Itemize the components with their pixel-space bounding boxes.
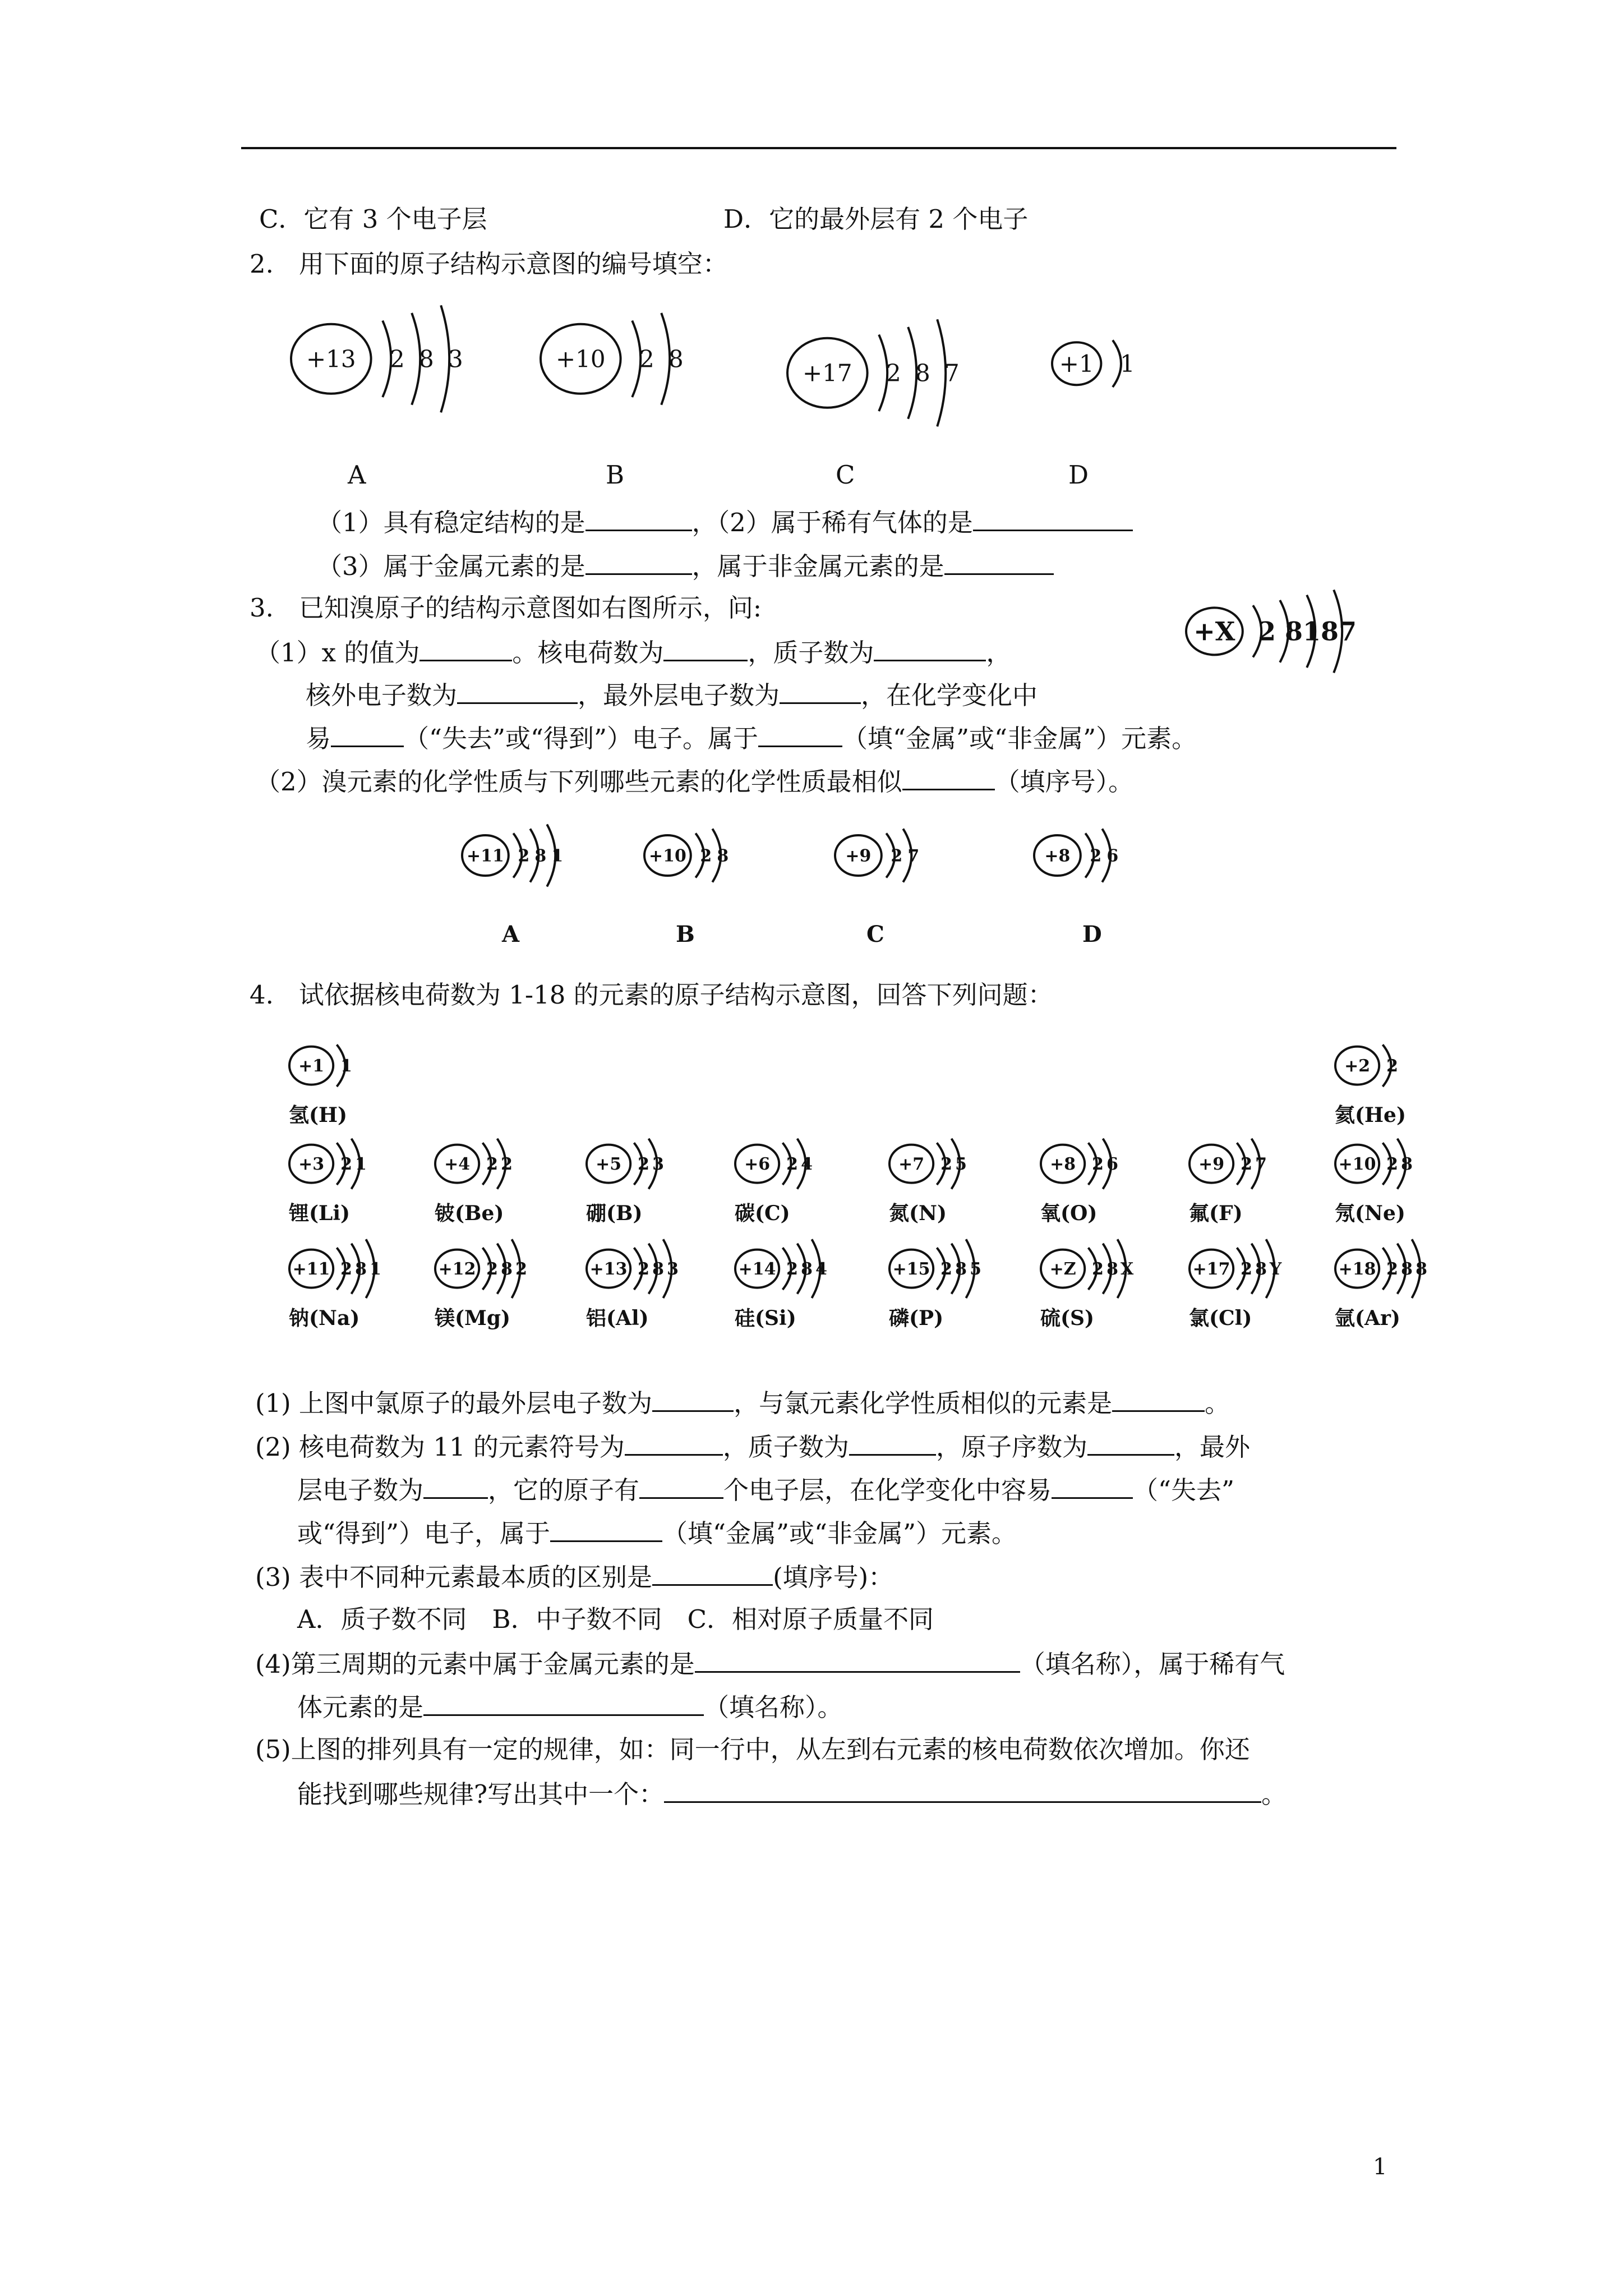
shell-electron-count: 2 <box>890 846 902 866</box>
nucleus-charge: +13 <box>589 1259 628 1280</box>
answer-blank[interactable] <box>663 635 748 661</box>
shell-electron-count: 2 <box>1092 1154 1104 1175</box>
atom-diagram <box>535 282 725 436</box>
q2-line2: （3）属于金属元素的是 ，属于非金属元素的是 <box>317 549 1054 583</box>
shell-electron-count: 2 <box>1241 1259 1252 1280</box>
shell-electron-count: 2 <box>389 345 405 373</box>
nucleus-charge: +10 <box>648 846 686 866</box>
answer-blank[interactable] <box>652 1559 773 1586</box>
atom-diagram <box>782 296 1001 450</box>
shell-electron-count: 8 <box>534 846 546 866</box>
element-name: 氮(N) <box>889 1202 947 1225</box>
nucleus-charge: +12 <box>438 1259 476 1280</box>
diagram-label: D <box>1068 460 1089 490</box>
q4-line4: 或“得到”）电子，属于 （填“金属”或“非金属”）元素。 <box>297 1516 1017 1550</box>
element-name: 氟(F) <box>1189 1202 1243 1225</box>
q4-line3: 层电子数为 ，它的原子有 个电子层，在化学变化中容易 （“失去” <box>297 1473 1234 1507</box>
element-name: 硅(Si) <box>735 1306 796 1330</box>
element-name: 硫(S) <box>1040 1306 1095 1330</box>
answer-blank[interactable] <box>1112 1386 1205 1412</box>
shell-electron-count: 2 <box>501 1154 513 1175</box>
shell-electron-count: 1 <box>551 846 563 866</box>
nucleus-charge: +7 <box>898 1154 924 1175</box>
shell-electron-count: 7 <box>907 846 919 866</box>
shell-electron-count: 1 <box>340 1056 352 1076</box>
option-d: D．它的最外层有 2 个电子 <box>723 204 1029 234</box>
diagram-label: A <box>348 460 366 490</box>
answer-blank[interactable] <box>902 764 995 790</box>
shell-electron-count: 2 <box>486 1259 498 1280</box>
shell-electron-count: 8 <box>1415 1259 1427 1280</box>
answer-blank[interactable] <box>1087 1429 1174 1456</box>
element-name: 碳(C) <box>735 1202 790 1225</box>
element-name: 氩(Ar) <box>1335 1306 1400 1330</box>
shell-electron-count: 2 <box>639 345 654 373</box>
shell-electron-count: 18 <box>1302 616 1339 647</box>
shell-electron-count: 8 <box>915 359 930 387</box>
atom-diagram <box>1029 804 1148 907</box>
q4-line1: (1) 上图中氯原子的最外层电子数为 ，与氯元素化学性质相似的元素是 。 <box>255 1386 1230 1420</box>
shell-electron-count: 2 <box>699 846 712 866</box>
q2-line1: （1）具有稳定结构的是 ，（2）属于稀有气体的是 <box>317 505 1133 539</box>
element-name: 氖(Ne) <box>1335 1202 1405 1225</box>
answer-blank[interactable] <box>849 1429 936 1456</box>
q4-line9: (5)上图的排列具有一定的规律，如：同一行中，从左到右元素的核电荷数依次增加。你还 <box>255 1734 1250 1764</box>
answer-blank[interactable] <box>695 1646 1020 1673</box>
nucleus-charge: +10 <box>555 345 606 373</box>
answer-blank[interactable] <box>639 1473 723 1499</box>
nucleus-charge: +11 <box>466 846 504 866</box>
shell-electron-count: 2 <box>638 1259 649 1280</box>
q4-line10: 能找到哪些规律?写出其中一个： 。 <box>297 1777 1287 1811</box>
shell-electron-count: 2 <box>786 1259 798 1280</box>
nucleus-charge: +6 <box>744 1154 770 1175</box>
answer-blank[interactable] <box>331 721 404 747</box>
shell-electron-count: X <box>1120 1259 1134 1280</box>
nucleus-charge: +8 <box>1049 1154 1076 1175</box>
header-rule <box>241 147 1396 149</box>
answer-blank[interactable] <box>973 505 1133 531</box>
shell-electron-count: 7 <box>1338 616 1357 647</box>
nucleus-charge: +5 <box>595 1154 621 1175</box>
shell-electron-count: 2 <box>1089 846 1101 866</box>
diagram-label: B <box>606 460 625 490</box>
shell-electron-count: 8 <box>652 1259 664 1280</box>
shell-electron-count: 2 <box>1386 1259 1398 1280</box>
shell-electron-count: 2 <box>940 1259 952 1280</box>
shell-electron-count: 1 <box>1120 349 1135 378</box>
shell-electron-count: 2 <box>340 1154 352 1175</box>
element-name: 锂(Li) <box>289 1202 351 1225</box>
answer-blank[interactable] <box>664 1777 1261 1803</box>
nucleus-charge: +1 <box>1059 349 1094 378</box>
answer-blank[interactable] <box>758 721 842 747</box>
shell-electron-count: 2 <box>517 846 529 866</box>
nucleus-charge: +17 <box>802 359 852 387</box>
answer-blank[interactable] <box>585 505 692 531</box>
shell-electron-count: 3 <box>667 1259 679 1280</box>
element-name: 氧(O) <box>1040 1202 1098 1225</box>
answer-blank[interactable] <box>585 549 692 575</box>
shell-electron-count: 2 <box>886 359 901 387</box>
shell-electron-count: 8 <box>1284 616 1303 647</box>
nucleus-charge: +15 <box>892 1259 930 1280</box>
diagram-label: D <box>1082 921 1102 947</box>
q4-line6: A．质子数不同 B．中子数不同 C．相对原子质量不同 <box>297 1604 934 1634</box>
element-name: 铍(Be) <box>435 1202 504 1225</box>
q2-title: 2. 用下面的原子结构示意图的编号填空： <box>250 249 728 279</box>
shell-electron-count: 3 <box>448 345 463 373</box>
shell-electron-count: 1 <box>355 1154 367 1175</box>
element-name: 氢(H) <box>289 1103 348 1127</box>
shell-electron-count: 5 <box>955 1154 967 1175</box>
q3-line3: 易 （“失去”或“得到”）电子。属于 （填“金属”或“非金属”）元素。 <box>306 721 1197 755</box>
q4-line5: (3) 表中不同种元素最本质的区别是 (填序号)： <box>255 1559 893 1594</box>
shell-electron-count: 5 <box>970 1259 981 1280</box>
nucleus-charge: +4 <box>444 1154 470 1175</box>
diagram-label: B <box>676 921 695 947</box>
q4-title: 4. 试依据核电荷数为 1-18 的元素的原子结构示意图，回答下列问题： <box>250 980 1053 1010</box>
nucleus-charge: +8 <box>1044 846 1070 866</box>
shell-electron-count: 7 <box>1255 1154 1267 1175</box>
q3-line2: 核外电子数为 ，最外层电子数为 ，在化学变化中 <box>306 678 1038 712</box>
shell-electron-count: 8 <box>418 345 434 373</box>
element-name: 硼(B) <box>586 1202 643 1225</box>
shell-electron-count: 8 <box>716 846 728 866</box>
answer-blank[interactable] <box>457 678 578 704</box>
nucleus-charge: +14 <box>738 1259 776 1280</box>
shell-electron-count: 8 <box>955 1259 967 1280</box>
shell-electron-count: 2 <box>638 1154 649 1175</box>
atom-diagram <box>285 282 505 436</box>
shell-electron-count: 4 <box>815 1259 827 1280</box>
shell-electron-count: 2 <box>340 1259 352 1280</box>
shell-electron-count: 2 <box>1092 1259 1104 1280</box>
diagram-label: C <box>866 921 884 947</box>
shell-electron-count: 2 <box>1386 1154 1398 1175</box>
element-name: 铝(Al) <box>586 1306 649 1330</box>
element-name: 磷(P) <box>889 1306 944 1330</box>
q3-line1: （1）x 的值为 。核电荷数为 ，质子数为 ， <box>255 635 1011 669</box>
shell-electron-count: 2 <box>1241 1154 1252 1175</box>
atom-diagram <box>829 804 949 907</box>
nucleus-charge: +X <box>1193 616 1235 647</box>
shell-electron-count: 2 <box>1257 616 1276 647</box>
answer-blank[interactable] <box>1052 1473 1133 1499</box>
element-name: 氯(Cl) <box>1189 1306 1252 1330</box>
shell-electron-count: 8 <box>1106 1259 1118 1280</box>
shell-electron-count: 7 <box>944 359 960 387</box>
shell-electron-count: 8 <box>501 1259 513 1280</box>
nucleus-charge: +2 <box>1344 1056 1370 1076</box>
shell-electron-count: 2 <box>515 1259 527 1280</box>
nucleus-charge: +11 <box>292 1259 330 1280</box>
shell-electron-count: 2 <box>1386 1056 1398 1076</box>
element-name: 氦(He) <box>1335 1103 1406 1127</box>
q3-title: 3. 已知溴原子的结构示意图如右图所示，问: <box>250 593 762 623</box>
atom-diagram <box>1046 312 1176 415</box>
nucleus-charge: +Z <box>1049 1259 1076 1280</box>
shell-electron-count: 8 <box>1401 1259 1413 1280</box>
nucleus-charge: +10 <box>1338 1154 1376 1175</box>
shell-electron-count: 2 <box>940 1154 952 1175</box>
diagram-label: A <box>502 921 520 947</box>
diagram-label: C <box>836 460 855 490</box>
atom-diagram <box>457 804 593 907</box>
q4-line8: 体元素的是 （填名称）。 <box>297 1690 843 1724</box>
nucleus-charge: +18 <box>1338 1259 1376 1280</box>
shell-electron-count: 4 <box>801 1154 813 1175</box>
answer-blank[interactable] <box>423 1690 704 1716</box>
answer-blank[interactable] <box>550 1516 662 1542</box>
answer-blank[interactable] <box>780 678 861 704</box>
shell-electron-count: 6 <box>1106 846 1118 866</box>
atom-diagram <box>639 804 758 907</box>
answer-blank[interactable] <box>874 635 986 661</box>
element-name: 钠(Na) <box>289 1306 360 1330</box>
nucleus-charge: +17 <box>1192 1259 1230 1280</box>
nucleus-charge: +13 <box>306 345 356 373</box>
element-name: 镁(Mg) <box>435 1306 511 1330</box>
shell-electron-count: 2 <box>786 1154 798 1175</box>
q4-line7: (4)第三周期的元素中属于金属元素的是 （填名称），属于稀有气 <box>255 1646 1285 1681</box>
nucleus-charge: +3 <box>298 1154 324 1175</box>
shell-electron-count: 2 <box>486 1154 498 1175</box>
shell-electron-count: 6 <box>1106 1154 1118 1175</box>
nucleus-charge: +9 <box>845 846 871 866</box>
answer-blank[interactable] <box>625 1429 723 1456</box>
nucleus-charge: +1 <box>298 1056 324 1076</box>
atom-diagram <box>1181 568 1394 694</box>
q4-line2: (2) 核电荷数为 11 的元素符号为 ，质子数为 ，原子序数为 ，最外 <box>255 1429 1250 1464</box>
answer-blank[interactable] <box>944 549 1054 575</box>
q3-line4: （2）溴元素的化学性质与下列哪些元素的化学性质最相似 （填序号）。 <box>255 764 1133 798</box>
answer-blank[interactable] <box>419 635 512 661</box>
shell-electron-count: 3 <box>652 1154 664 1175</box>
shell-electron-count: 8 <box>355 1259 367 1280</box>
nucleus-charge: +9 <box>1198 1154 1224 1175</box>
shell-electron-count: 8 <box>668 345 684 373</box>
option-c: C．它有 3 个电子层 <box>259 204 487 234</box>
answer-blank[interactable] <box>652 1386 734 1412</box>
answer-blank[interactable] <box>423 1473 488 1499</box>
shell-electron-count: 8 <box>801 1259 813 1280</box>
shell-electron-count: 1 <box>370 1259 381 1280</box>
shell-electron-count: 8 <box>1255 1259 1267 1280</box>
shell-electron-count: Y <box>1269 1259 1282 1280</box>
page-number: 1 <box>1373 2154 1387 2180</box>
shell-electron-count: 8 <box>1401 1154 1413 1175</box>
